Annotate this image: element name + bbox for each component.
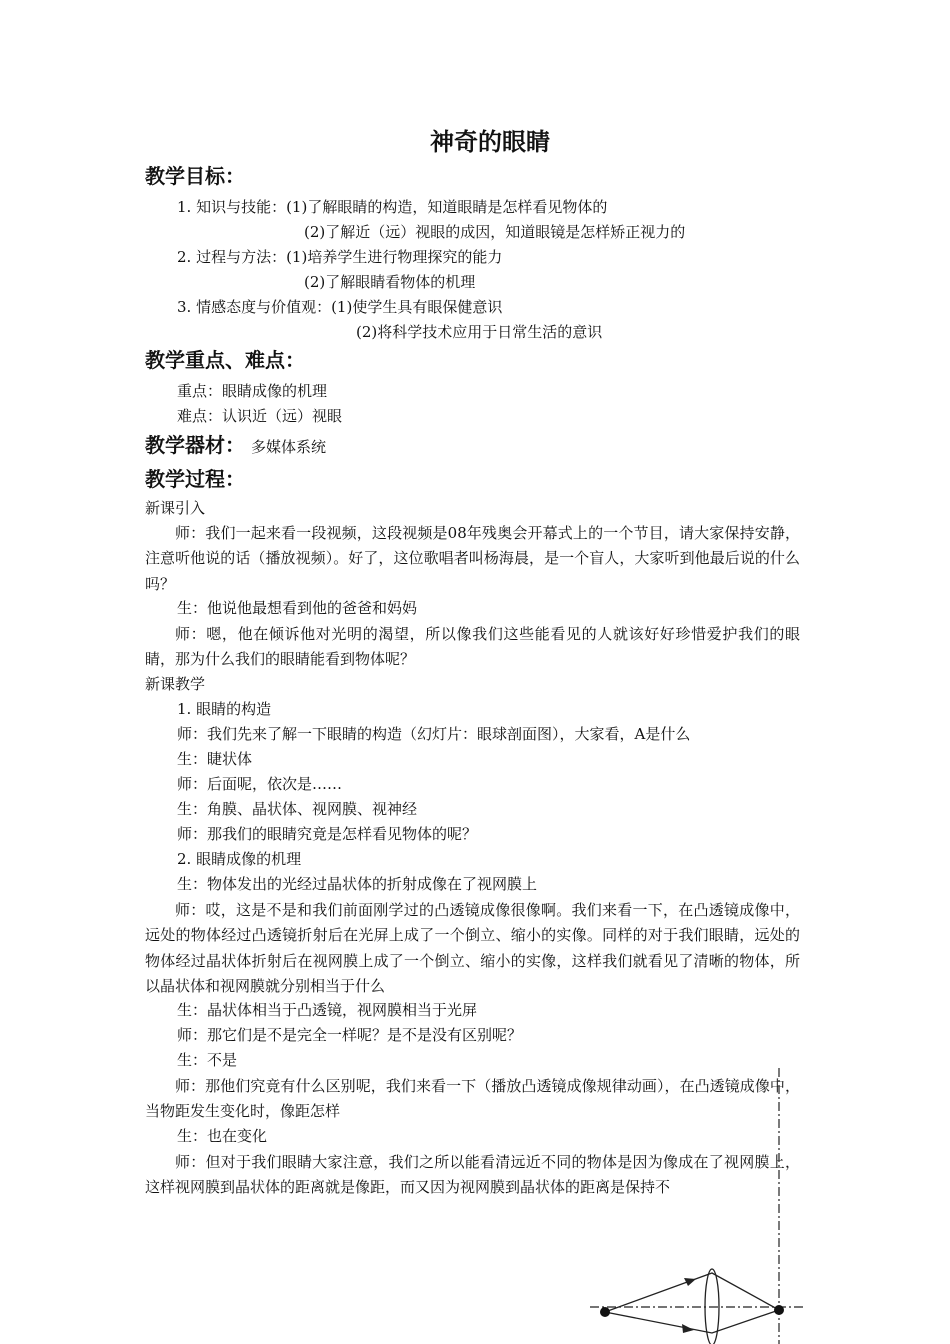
section-line: 2. 眼睛成像的机理 (177, 850, 302, 868)
objective-line: (2)了解近（远）视眼的成因，知道眼镜是怎样矫正视力的 (304, 223, 686, 241)
dialogue-paragraph: 师：但对于我们眼睛大家注意，我们之所以能看清远近不同的物体是因为像成在了视网膜上，这样视网膜到晶状体的距离就是像距，而又因为视网膜到晶状体的距离是保持不 (145, 1153, 800, 1197)
objectives-heading: 教学目标： (145, 164, 245, 188)
dialogue-line: 生：睫状体 (177, 750, 253, 768)
dialogue-line: 生：不是 (177, 1051, 238, 1069)
intro-label: 新课引入 (145, 499, 206, 517)
image-point (774, 1305, 784, 1315)
objective-line: (2)将科学技术应用于日常生活的意识 (356, 323, 603, 341)
dialogue-line: 师：那我们的眼睛究竟是怎样看见物体的呢？ (177, 825, 478, 843)
section-line: 1. 眼睛的构造 (177, 700, 272, 718)
dialogue-line: 生：角膜、晶状体、视网膜、视神经 (177, 800, 418, 818)
dialogue-line: 生：晶状体相当于凸透镜，视网膜相当于光屏 (177, 1001, 478, 1019)
dialogue-paragraph: 师：我们一起来看一段视频，这段视频是08年残奥会开幕式上的一个节目，请大家保持安静，注意听他说的话（播放视频）。好了，这位歌唱者叫杨海晨，是一个盲人，大家听到他最后说的什么吗？ (145, 524, 800, 593)
objective-line: (2)了解眼睛看物体的机理 (304, 273, 476, 291)
dialogue-line: 生：物体发出的光经过晶状体的折射成像在了视网膜上 (177, 875, 538, 893)
objective-line: 1. 知识与技能：(1)了解眼睛的构造，知道眼睛是怎样看见物体的 (177, 198, 608, 216)
dialogue-line: 师：我们先来了解一下眼睛的构造（幻灯片：眼球剖面图），大家看，A是什么 (177, 725, 691, 743)
objective-line: 2. 过程与方法：(1)培养学生进行物理探究的能力 (177, 248, 503, 266)
equipment-heading (145, 432, 326, 460)
dialogue-line: 师：那它们是不是完全一样呢？是不是没有区别呢？ (177, 1026, 523, 1044)
equipment-value: 多媒体系统 (251, 438, 327, 456)
key-points-heading: 教学重点、难点： (145, 348, 305, 372)
dialogue-paragraph: 师：那他们究竟有什么区别呢，我们来看一下（播放凸透镜成像规律动画），在凸透镜成像中，当物距发生变化时，像距怎样 (145, 1077, 800, 1121)
objective-line: 3. 情感态度与价值观：(1)使学生具有眼保健意识 (177, 298, 503, 316)
process-heading: 教学过程： (145, 467, 245, 491)
focus-line: 重点：眼睛成像的机理 (177, 382, 328, 400)
difficulty-line: 难点：认识近（远）视眼 (177, 407, 343, 425)
new-lesson-label: 新课教学 (145, 675, 206, 693)
object-point (600, 1307, 610, 1317)
lens-diagram (580, 1060, 820, 1344)
document-title: 神奇的眼睛 (430, 128, 550, 156)
dialogue-paragraph: 师：嗯，他在倾诉他对光明的渴望，所以像我们这些能看见的人就该好好珍惜爱护我们的眼睛，那为什么我们的眼睛能看到物体呢？ (145, 625, 800, 669)
dialogue-line: 生：也在变化 (177, 1127, 268, 1145)
dialogue-line: 师：后面呢，依次是…… (177, 775, 343, 793)
dialogue-line: 生：他说他最想看到他的爸爸和妈妈 (177, 599, 418, 617)
dialogue-paragraph: 师：哎，这是不是和我们前面刚学过的凸透镜成像很像啊。我们来看一下，在凸透镜成像中，远处的物体经过凸透镜折射后在光屏上成了一个倒立、缩小的实像。同样的对于我们眼睛，远处的物体经过晶状体折射后在视网膜上成了一个倒立、缩小的实像，这样我们就看见了清晰的物体，所以晶状体和视网膜就分别相当于什么 (145, 901, 800, 995)
equipment-heading-label: 教学器材： (145, 433, 245, 457)
